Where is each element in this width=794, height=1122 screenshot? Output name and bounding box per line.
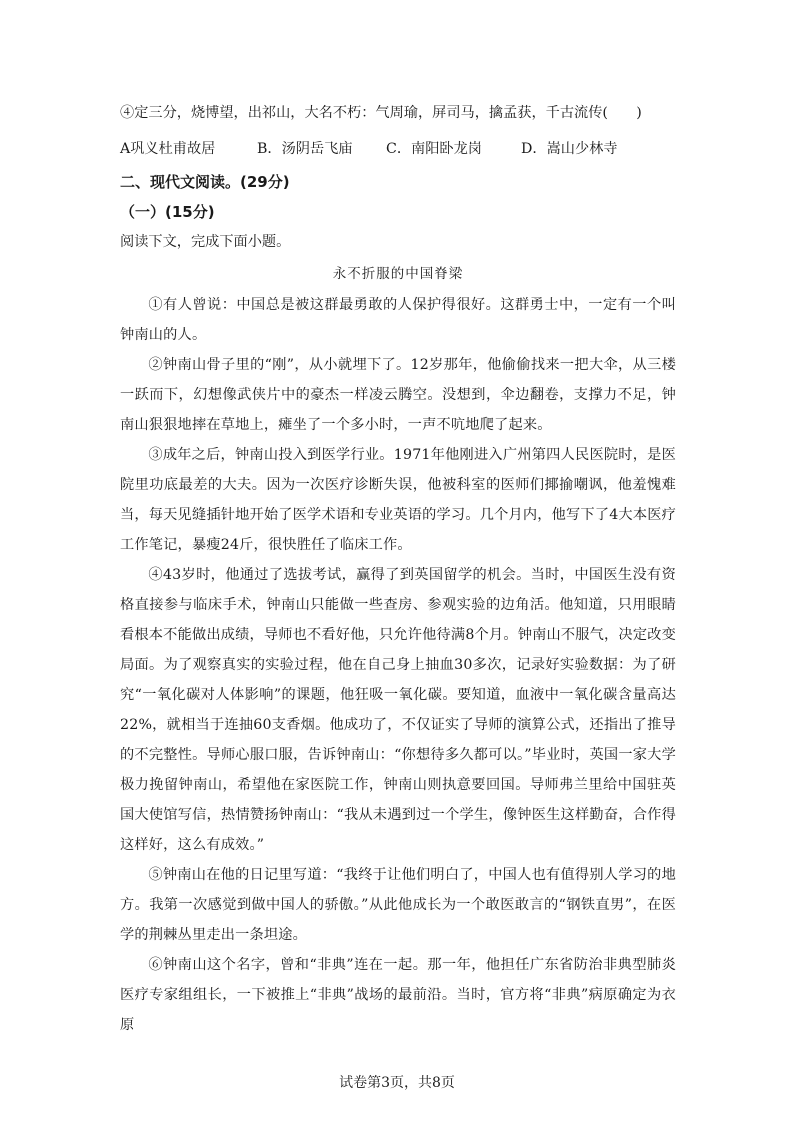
paragraph-5: ⑤钟南山在他的日记里写道：“我终于让他们明白了，中国人也有值得别人学习的地方。我第一次感觉到做中国人的骄傲。”从此他成长为一个敢医敢言的“钢铁直男”，在医学的荆棘丛里走出一条坦途。 (120, 867, 676, 943)
article-title: 永不折服的中国脊梁 (332, 266, 464, 282)
paragraph-2: ②钟南山骨子里的“刚”，从小就埋下了。12岁那年，他偷偷找来一把大伞，从三楼一跃而下，幻想像武侠片中的豪杰一样凌云腾空。没想到，伞边翻卷，支撑力不足，钟南山狠狠地摔在草地上，瘫坐了一个多小时，一声不吭地爬了起来。 (120, 357, 676, 433)
option-d: D．嵩山少林寺 (521, 141, 618, 157)
option-c: C．南阳卧龙岗 (386, 141, 482, 157)
paragraph-6: ⑥钟南山这个名字，曾和“非典”连在一起。那一年，他担任广东省防治非典型肺炎医疗专家组组长，一下被推上“非典”战场的最前沿。当时，官方将“非典”病原确定为衣原 (120, 957, 676, 1033)
question-4-options (120, 134, 676, 162)
question-4-text: ④定三分，烧博望，出祁山，大名不朽：气周瑜，屏司马，擒孟获，千古流传( ) (120, 105, 642, 121)
section-heading: 二、现代文阅读。(29分) (120, 173, 290, 191)
page-footer: 试卷第3页，共8页 (339, 1075, 455, 1091)
paragraph-4: ④43岁时，他通过了选拔考试，赢得了到英国留学的机会。当时，中国医生没有资格直接参与临床手术，钟南山只能做一些查房、参观实验的边角活。他知道，只用眼睛看根本不能做出成绩，导师也不看好他，只允许他待满8个月。钟南山不服气，决定改变局面。为了观察真实的实验过程，他在自己身上抽血30多次，记录好实验数据：为了研究“一氧化碳对人体影响”的课题，他狂吸一氧化碳。要知道，血液中一氧化碳含量高达22%，就相当于连抽60支香烟。他成功了，不仅证实了导师的演算公式，还指出了推导的不完整性。导师心服口服，告诉钟南山：“你想待多久都可以。”毕业时，英国一家大学极力挽留钟南山，希望他在家医院工作，钟南山则执意要回国。导师弗兰里给中国驻英国大使馆写信，热情赞扬钟南山：“我从未遇到过一个学生，像钟医生这样勤奋，合作得这样好，这么有成效。” (120, 567, 676, 853)
sub-section-heading: （一）(15分) (120, 203, 215, 221)
paragraph-1: ①有人曾说：中国总是被这群最勇敢的人保护得很好。这群勇士中，一定有一个叫钟南山的人。 (120, 297, 676, 343)
option-b: B．汤阴岳飞庙 (257, 141, 353, 157)
page-content (120, 100, 676, 1040)
paragraph-3: ③成年之后，钟南山投入到医学行业。1971年他刚进入广州第四人民医院时，是医院里功底最差的大夫。因为一次医疗诊断失误，他被科室的医师们揶揄嘲讽，他羞愧难当，每天见缝插针地开始了医学术语和专业英语的学习。几个月内，他写下了4大本医疗工作笔记，暴瘦24斤，很快胜任了临床工作。 (120, 447, 676, 553)
reading-instruction: 阅读下文，完成下面小题。 (120, 234, 291, 250)
option-a: A巩义杜甫故居 (120, 141, 216, 157)
